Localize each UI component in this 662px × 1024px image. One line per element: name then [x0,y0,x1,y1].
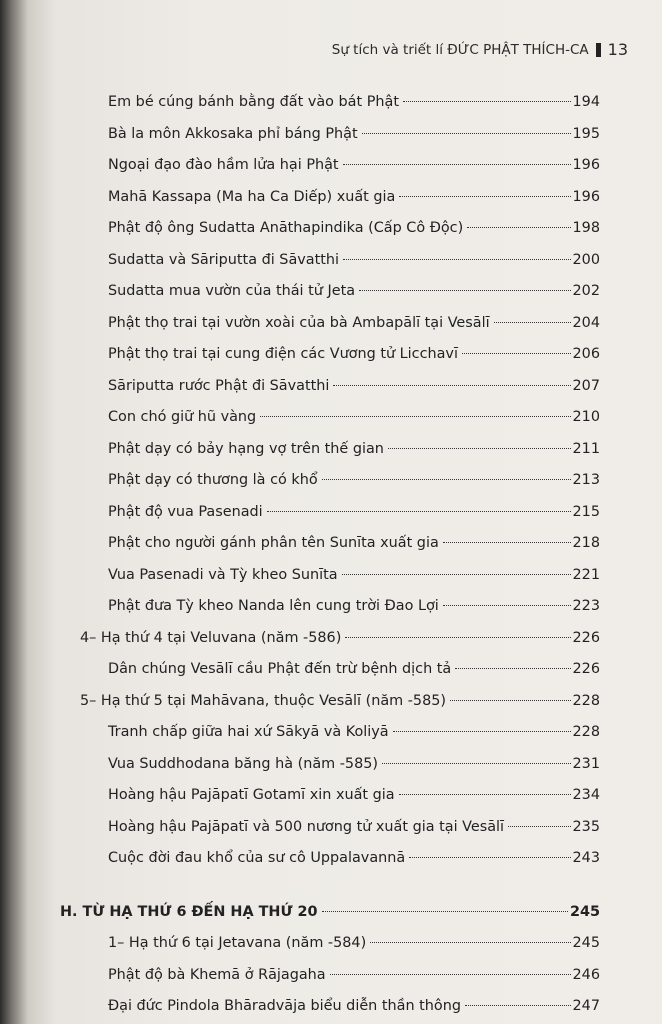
toc-entry-title: Sāriputta rước Phật đi Sāvatthi [108,377,330,394]
toc-entry-page: 247 [572,998,600,1014]
dot-leader [393,731,571,732]
toc-entry [60,535,600,567]
toc-section-title: H. TỪ HẠ THỨ 6 ĐẾN HẠ THỨ 20 [60,903,318,920]
toc-entry-title: Hoàng hậu Pajāpatī Gotamī xin xuất gia [108,787,395,803]
toc-entry-title: Cuộc đời đau khổ của sư cô Uppalavannā [108,850,406,866]
toc-entry-page: 246 [572,966,600,983]
toc-entry-title: Phật độ bà Khemā ở Rājagaha [108,966,326,983]
toc-entry-title: Tranh chấp giữa hai xứ Sākyā và Koliyā [108,724,389,740]
toc-entry [60,409,600,441]
dot-leader [462,353,571,354]
dot-leader [382,763,571,764]
toc-entry-page: 235 [572,818,600,835]
toc-entry [60,472,600,504]
dot-leader [267,511,571,512]
toc-entry-title: Sudatta và Sāriputta đi Sāvatthi [108,251,339,268]
toc-entry-page: 198 [572,220,600,236]
toc-entry [60,157,600,189]
running-header [332,40,628,59]
toc-entry-title: Em bé cúng bánh bằng đất vào bát Phật [108,94,399,110]
toc-entry [60,967,600,999]
toc-entry-page: 195 [572,125,600,142]
dot-leader [345,637,570,638]
toc-entry [60,126,600,158]
table-of-contents [60,94,600,1024]
toc-entry-title: Bà la môn Akkosaka phỉ báng Phật [108,125,358,142]
dot-leader [494,322,571,323]
toc-entry [60,252,600,284]
toc-entry-title: Vua Pasenadi và Tỳ kheo Sunīta [108,566,338,583]
toc-entry-title: Phật thọ trai tại cung điện các Vương tử Licchavī [108,346,458,362]
toc-entry-page: 226 [572,661,600,677]
toc-entry-page: 228 [572,692,600,709]
toc-subsection-title: 1– Hạ thứ 6 tại Jetavana (năm -584) [108,935,367,951]
toc-entry [60,346,600,378]
dot-leader [370,942,570,943]
dot-leader [399,196,570,197]
toc-subsection-title: 5– Hạ thứ 5 tại Mahāvana, thuộc Vesālī (năm -585) [80,692,447,709]
dot-leader [508,826,571,827]
toc-entry-page: 228 [572,724,600,740]
toc-entry-page: 245 [572,935,600,951]
toc-entry-page: 218 [572,535,600,551]
toc-entry-page: 231 [572,755,600,772]
dot-leader [399,794,571,795]
toc-entry-page: 200 [572,251,600,268]
toc-section-heading [60,904,600,936]
toc-entry-page: 204 [572,314,600,331]
running-header-title: Sự tích và triết lí ĐỨC PHẬT THÍCH-CA [331,41,589,58]
toc-entry-title: Ngoại đạo đào hầm lửa hại Phật [108,157,339,173]
toc-entry-title: Phật độ ông Sudatta Anāthapindika (Cấp Cô Độc) [108,220,464,236]
toc-entry-page: 226 [572,629,600,646]
dot-leader [260,416,570,417]
dot-leader [322,911,568,912]
toc-subsection [60,693,600,725]
toc-entry-title: Mahā Kassapa (Ma ha Ca Diếp) xuất gia [108,188,396,205]
toc-entry [60,189,600,221]
header-separator-bar [596,43,601,57]
toc-entry-page: 210 [572,409,600,425]
toc-entry-page: 206 [572,346,600,362]
toc-entry [60,94,600,126]
toc-subsection [60,630,600,662]
dot-leader [443,542,571,543]
dot-leader [388,448,571,449]
toc-entry-title: Sudatta mua vườn của thái tử Jeta [108,283,356,299]
toc-entry-page: 211 [572,440,600,457]
dot-leader [455,668,570,669]
toc-entry-page: 215 [572,503,600,520]
toc-entry [60,441,600,473]
toc-entry [60,850,600,882]
toc-entry-title: Phật thọ trai tại vườn xoài của bà Ambapālī tại Vesālī [108,314,490,331]
toc-entry [60,220,600,252]
dot-leader [342,574,571,575]
dot-leader [450,700,571,701]
toc-entry [60,787,600,819]
toc-entry [60,661,600,693]
toc-entry [60,998,600,1024]
dot-leader [333,385,570,386]
toc-entry [60,598,600,630]
toc-entry-title: Phật dạy có thương là có khổ [108,472,318,488]
dot-leader [403,101,571,102]
toc-entry [60,756,600,788]
toc-entry-title: Phật độ vua Pasenadi [108,503,263,520]
toc-entry [60,504,600,536]
dot-leader [322,479,571,480]
dot-leader [465,1005,571,1006]
toc-entry-title: Đại đức Pindola Bhāradvāja biểu diễn thần thông [108,998,461,1014]
toc-subsection [60,935,600,967]
toc-entry-page: 245 [569,903,600,920]
toc-entry-title: Hoàng hậu Pajāpatī và 500 nương tử xuất gia tại Vesālī [108,818,505,835]
toc-entry-page: 207 [572,377,600,394]
dot-leader [443,605,571,606]
dot-leader [359,290,571,291]
toc-entry-page: 202 [572,283,600,299]
toc-entry-title: Vua Suddhodana băng hà (năm -585) [108,755,379,772]
toc-entry-page: 213 [572,472,600,488]
dot-leader [362,133,571,134]
toc-entry-title: Dân chúng Vesālī cầu Phật đến trừ bệnh dịch tả [108,661,452,677]
dot-leader [467,227,570,228]
toc-entry [60,819,600,851]
toc-entry-title: Phật đưa Tỳ kheo Nanda lên cung trời Đao Lợi [108,598,439,614]
toc-entry-page: 234 [572,787,600,803]
dot-leader [409,857,570,858]
toc-entry-title: Phật dạy có bảy hạng vợ trên thế gian [108,440,384,457]
dot-leader [330,974,571,975]
toc-entry [60,315,600,347]
toc-subsection-title: 4– Hạ thứ 4 tại Veluvana (năm -586) [80,629,342,646]
toc-entry-page: 221 [572,566,600,583]
toc-entry [60,378,600,410]
toc-entry-page: 223 [572,598,600,614]
dot-leader [343,164,571,165]
toc-entry-page: 243 [572,850,600,866]
toc-entry-page: 196 [572,157,600,173]
dot-leader [343,259,571,260]
toc-entry [60,567,600,599]
toc-entry-title: Con chó giữ hũ vàng [108,409,257,425]
header-page-number: 13 [607,40,628,59]
toc-entry-page: 194 [572,94,600,110]
toc-entry [60,724,600,756]
toc-entry-title: Phật cho người gánh phân tên Sunīta xuất gia [108,535,439,551]
toc-entry-page: 196 [572,188,600,205]
toc-entry [60,283,600,315]
